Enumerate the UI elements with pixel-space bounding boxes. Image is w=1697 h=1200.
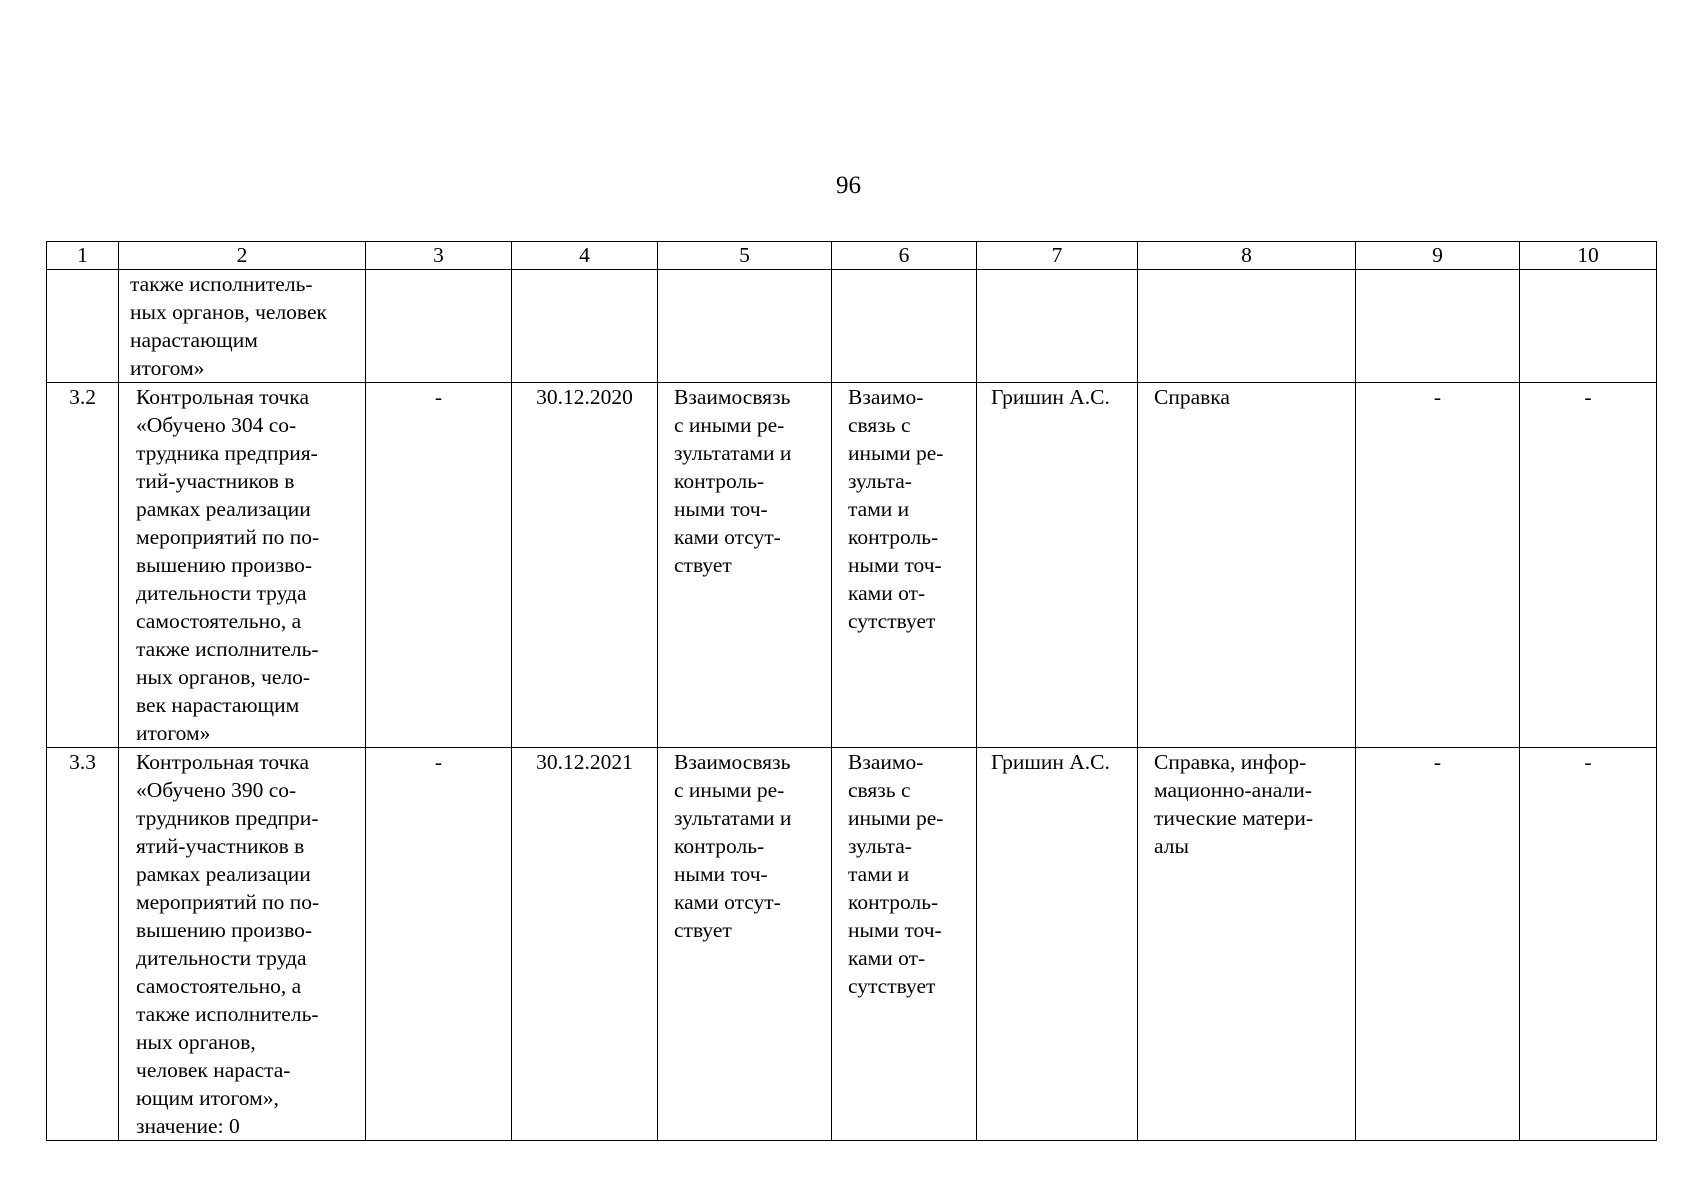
table-cell: Взаимосвязь с иными ре- зультатами и контроль- ными точ- ками отсут- ствует: [658, 748, 832, 1141]
table-cell: Взаимо- связь с иными ре- зульта- тами и контроль- ными точ- ками от- сутствует: [832, 748, 977, 1141]
column-header: 9: [1356, 242, 1520, 270]
continuation-row: [47, 270, 1657, 383]
column-header: 6: [832, 242, 977, 270]
table-cell: [1520, 270, 1657, 383]
column-header: 5: [658, 242, 832, 270]
control-point-name: Контрольная точка «Обучено 390 со- трудников предпри- ятий-участников в рамках реализации мероприятий по по- вышению произво- дительности труда самостоятельно, а также исполнитель- ных органов, человек нараста- ющим итогом», значение: 0: [119, 748, 366, 1141]
table-cell: -: [1356, 383, 1520, 748]
column-header: 7: [977, 242, 1138, 270]
column-header: 8: [1138, 242, 1356, 270]
table-cell: -: [366, 748, 512, 1141]
document-type: Справка: [1138, 383, 1356, 748]
document-type: Справка, инфор- мационно-анали- тические матери- алы: [1138, 748, 1356, 1141]
column-header: 3: [366, 242, 512, 270]
table-cell: Взаимосвязь с иными ре- зультатами и контроль- ными точ- ками отсут- ствует: [658, 383, 832, 748]
deadline-date: 30.12.2021: [512, 748, 658, 1141]
table-cell: Взаимо- связь с иными ре- зульта- тами и контроль- ными точ- ками от- сутствует: [832, 383, 977, 748]
control-point-name: Контрольная точка «Обучено 304 со- трудника предприя- тий-участников в рамках реализации мероприятий по по- вышению произво- дительности труда самостоятельно, а также исполнитель- ных органов, чело- век нарастающим итогом»: [119, 383, 366, 748]
header-row: [47, 242, 1657, 270]
table-cell: [47, 270, 119, 383]
table-cell: также исполнитель- ных органов, человек нарастающим итогом»: [119, 270, 366, 383]
table-cell: [1138, 270, 1356, 383]
table-row: [47, 748, 1657, 1141]
column-header: 10: [1520, 242, 1657, 270]
table-cell: [512, 270, 658, 383]
table-cell: [658, 270, 832, 383]
column-header: 4: [512, 242, 658, 270]
table-cell: [1356, 270, 1520, 383]
table-cell: -: [1520, 383, 1657, 748]
table-cell: [977, 270, 1138, 383]
responsible-person: Гришин А.С.: [977, 383, 1138, 748]
table-cell: -: [366, 383, 512, 748]
row-number: 3.2: [47, 383, 119, 748]
responsible-person: Гришин А.С.: [977, 748, 1138, 1141]
table-cell: [832, 270, 977, 383]
row-number: 3.3: [47, 748, 119, 1141]
table-cell: [366, 270, 512, 383]
deadline-date: 30.12.2020: [512, 383, 658, 748]
table-cell: -: [1356, 748, 1520, 1141]
table-cell: -: [1520, 748, 1657, 1141]
column-header: 1: [47, 242, 119, 270]
control-points-table: [46, 241, 1657, 1141]
page-number: 96: [836, 172, 861, 199]
column-header: 2: [119, 242, 366, 270]
table-row: [47, 383, 1657, 748]
